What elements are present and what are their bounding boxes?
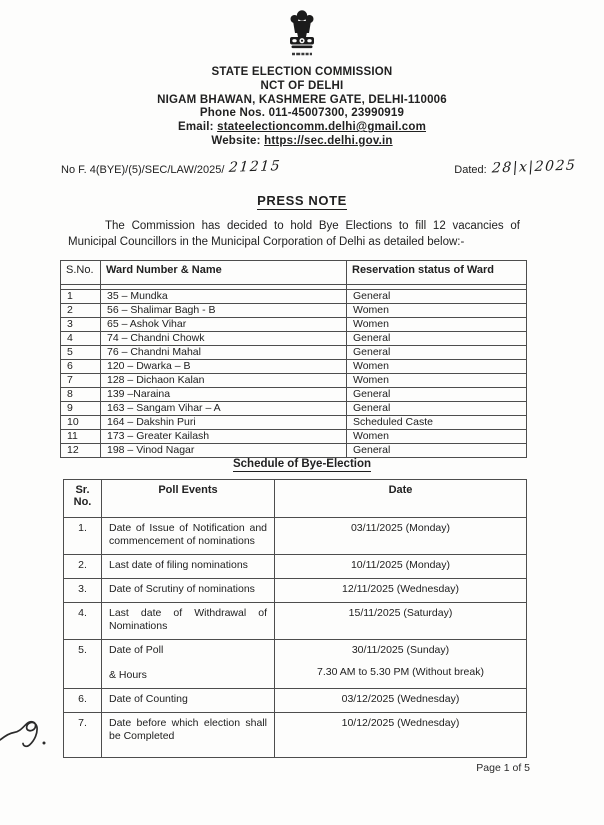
schedule-sr-cell	[64, 555, 102, 579]
intro-paragraph: The Commission has decided to hold Bye Elections to fill 12 vacancies of Municipal Councillors in the Municipal Corporation of Delhi as detailed below:-	[68, 220, 520, 248]
ward-table-cell: 128 – Dichaon Kalan	[101, 374, 347, 388]
ward-table-cell: 35 – Mundka	[101, 290, 347, 304]
ward-table-row	[61, 318, 527, 332]
org-address: NIGAM BHAWAN, KASHMERE GATE, DELHI-110006	[157, 93, 447, 106]
ward-table-cell: General	[347, 290, 527, 304]
org-phone: Phone Nos. 011-45007300, 23990919	[199, 107, 405, 120]
ward-table-body	[61, 290, 527, 458]
ward-table-cell: General	[347, 402, 527, 416]
schedule-table-row	[64, 579, 527, 603]
ward-table-cell: 9	[61, 402, 101, 416]
schedule-date-line: 12/11/2025 (Wednesday)	[342, 583, 459, 595]
schedule-date-cell	[275, 640, 527, 689]
schedule-date-line: 10/11/2025 (Monday)	[350, 559, 451, 571]
ward-table-cell: 5	[61, 346, 101, 360]
org-region: NCT OF DELHI	[260, 79, 344, 92]
ward-table-cell: 10	[61, 416, 101, 430]
ward-table-cell: 198 – Vinod Nagar	[101, 444, 347, 458]
letterhead	[0, 66, 604, 149]
schedule-table-row	[64, 640, 527, 689]
schedule-event-line: Date of Issue of Notification and commencement of nominations	[109, 522, 267, 547]
website-url: https://sec.delhi.gov.in	[264, 134, 393, 147]
schedule-event-cell	[102, 689, 275, 713]
ward-table-cell: 173 – Greater Kailash	[101, 430, 347, 444]
ward-table-cell: General	[347, 346, 527, 360]
schedule-event-line: Date before which election shall be Completed	[109, 717, 267, 742]
schedule-table-row	[64, 555, 527, 579]
schedule-date-cell	[275, 603, 527, 640]
ward-table-row	[61, 388, 527, 402]
schedule-sr-line: 7.	[78, 717, 87, 729]
schedule-date-cell	[275, 518, 527, 555]
schedule-sr-cell	[64, 689, 102, 713]
dated-handwritten: 28|x|2025	[491, 157, 577, 177]
schedule-sr-cell	[64, 713, 102, 758]
ward-table-cell: 4	[61, 332, 101, 346]
schedule-table	[63, 479, 527, 758]
ward-table-row	[61, 290, 527, 304]
schedule-table-row	[64, 518, 527, 555]
ward-table-header-row	[61, 261, 527, 285]
schedule-header-date: Date	[275, 480, 527, 518]
org-name: STATE ELECTION COMMISSION	[211, 66, 393, 78]
schedule-sr-cell	[64, 640, 102, 689]
ward-table-cell: 163 – Sangam Vihar – A	[101, 402, 347, 416]
schedule-event-cell	[102, 713, 275, 758]
email-label: Email:	[177, 121, 214, 134]
page-title: PRESS NOTE	[257, 193, 347, 208]
ward-table-cell: 1	[61, 290, 101, 304]
schedule-table-body	[64, 518, 527, 758]
schedule-table-row	[64, 713, 527, 758]
ward-table-cell: 11	[61, 430, 101, 444]
schedule-header-srno: Sr. No.	[64, 480, 102, 518]
schedule-event-line: Date of Counting	[109, 693, 188, 705]
schedule-date-cell	[275, 713, 527, 758]
schedule-event-line: & Hours	[109, 669, 147, 681]
ward-table-row	[61, 374, 527, 388]
ward-table-cell: Women	[347, 430, 527, 444]
schedule-event-cell	[102, 603, 275, 640]
schedule-sr-cell	[64, 518, 102, 555]
ward-table-row	[61, 346, 527, 360]
ward-table-cell: General	[347, 444, 527, 458]
ward-table-row	[61, 332, 527, 346]
schedule-event-line: Date of Scrutiny of nominations	[109, 583, 255, 595]
schedule-event-line: Last date of filing nominations	[109, 559, 248, 571]
ward-table-row	[61, 402, 527, 416]
schedule-heading: Schedule of Bye-Election	[232, 458, 372, 470]
schedule-event-cell	[102, 579, 275, 603]
ward-table-cell: 8	[61, 388, 101, 402]
schedule-sr-cell	[64, 603, 102, 640]
ward-header-sno: S.No.	[61, 261, 101, 285]
ward-table-cell: General	[347, 332, 527, 346]
schedule-date-line: 03/11/2025 (Monday)	[350, 522, 451, 534]
ward-table-cell: 6	[61, 360, 101, 374]
schedule-event-cell	[102, 518, 275, 555]
website-label: Website:	[211, 134, 261, 147]
handwritten-signature-mark	[0, 712, 52, 756]
schedule-sr-line: 4.	[78, 607, 87, 619]
title-wrap	[0, 192, 604, 210]
ward-table-cell: 12	[61, 444, 101, 458]
schedule-date-cell	[275, 555, 527, 579]
dated	[454, 157, 577, 177]
schedule-heading-wrap	[0, 454, 604, 472]
ward-table-cell: 3	[61, 318, 101, 332]
schedule-date-cell	[275, 579, 527, 603]
ward-table-row	[61, 360, 527, 374]
schedule-event-cell	[102, 555, 275, 579]
ward-header-reservation: Reservation status of Ward	[347, 261, 527, 285]
ward-table-cell: 164 – Dakshin Puri	[101, 416, 347, 430]
ward-table-cell: 120 – Dwarka – B	[101, 360, 347, 374]
reference-row	[61, 157, 577, 177]
ward-table-cell: Women	[347, 304, 527, 318]
ward-table-cell: Women	[347, 374, 527, 388]
schedule-date-line: 10/12/2025 (Wednesday)	[341, 717, 460, 729]
ward-table-cell: 74 – Chandni Chowk	[101, 332, 347, 346]
page-number: Page 1 of 5	[476, 762, 530, 774]
schedule-table-row	[64, 689, 527, 713]
schedule-sr-line: 2.	[78, 559, 87, 571]
schedule-table-row	[64, 603, 527, 640]
national-emblem-icon	[286, 9, 318, 59]
schedule-event-line: Last date of Withdrawal of Nominations	[109, 607, 267, 632]
schedule-event-line: Date of Poll	[109, 644, 164, 656]
file-number-handwritten: 21215	[228, 158, 283, 176]
schedule-date-cell	[275, 689, 527, 713]
ward-table	[60, 260, 527, 458]
ward-table-cell: Women	[347, 360, 527, 374]
schedule-date-line: 03/12/2025 (Wednesday)	[341, 693, 460, 705]
file-number-prefix: No F. 4(BYE)/(5)/SEC/LAW/2025/	[61, 164, 225, 176]
schedule-event-cell	[102, 640, 275, 689]
ward-table-cell: 76 – Chandni Mahal	[101, 346, 347, 360]
schedule-table-header-row	[64, 480, 527, 518]
schedule-sr-line: 6.	[78, 693, 87, 705]
file-number	[61, 158, 283, 177]
org-website-line	[0, 135, 604, 149]
email-address: stateelectioncomm.delhi@gmail.com	[217, 121, 427, 134]
dated-label: Dated:	[454, 164, 487, 176]
schedule-sr-line: 3.	[78, 583, 87, 595]
schedule-date-line: 15/11/2025 (Saturday)	[348, 607, 453, 619]
ward-table-cell: 65 – Ashok Vihar	[101, 318, 347, 332]
ward-table-row	[61, 430, 527, 444]
ward-table-row	[61, 416, 527, 430]
org-email-line	[0, 121, 604, 135]
schedule-sr-cell	[64, 579, 102, 603]
ward-header-name: Ward Number & Name	[101, 261, 347, 285]
schedule-date-line: 7.30 AM to 5.30 PM (Without break)	[317, 666, 484, 678]
ward-table-cell: 2	[61, 304, 101, 318]
schedule-header-events: Poll Events	[102, 480, 275, 518]
ward-table-cell: Scheduled Caste	[347, 416, 527, 430]
ward-table-cell: Women	[347, 318, 527, 332]
ward-table-cell: 139 –Naraina	[101, 388, 347, 402]
ward-table-row	[61, 304, 527, 318]
schedule-sr-line: 1.	[78, 522, 87, 534]
ward-table-cell: General	[347, 388, 527, 402]
ward-table-cell: 7	[61, 374, 101, 388]
ward-table-cell: 56 – Shalimar Bagh - B	[101, 304, 347, 318]
schedule-date-line: 30/11/2025 (Sunday)	[351, 644, 450, 656]
schedule-sr-line: 5.	[78, 644, 87, 656]
